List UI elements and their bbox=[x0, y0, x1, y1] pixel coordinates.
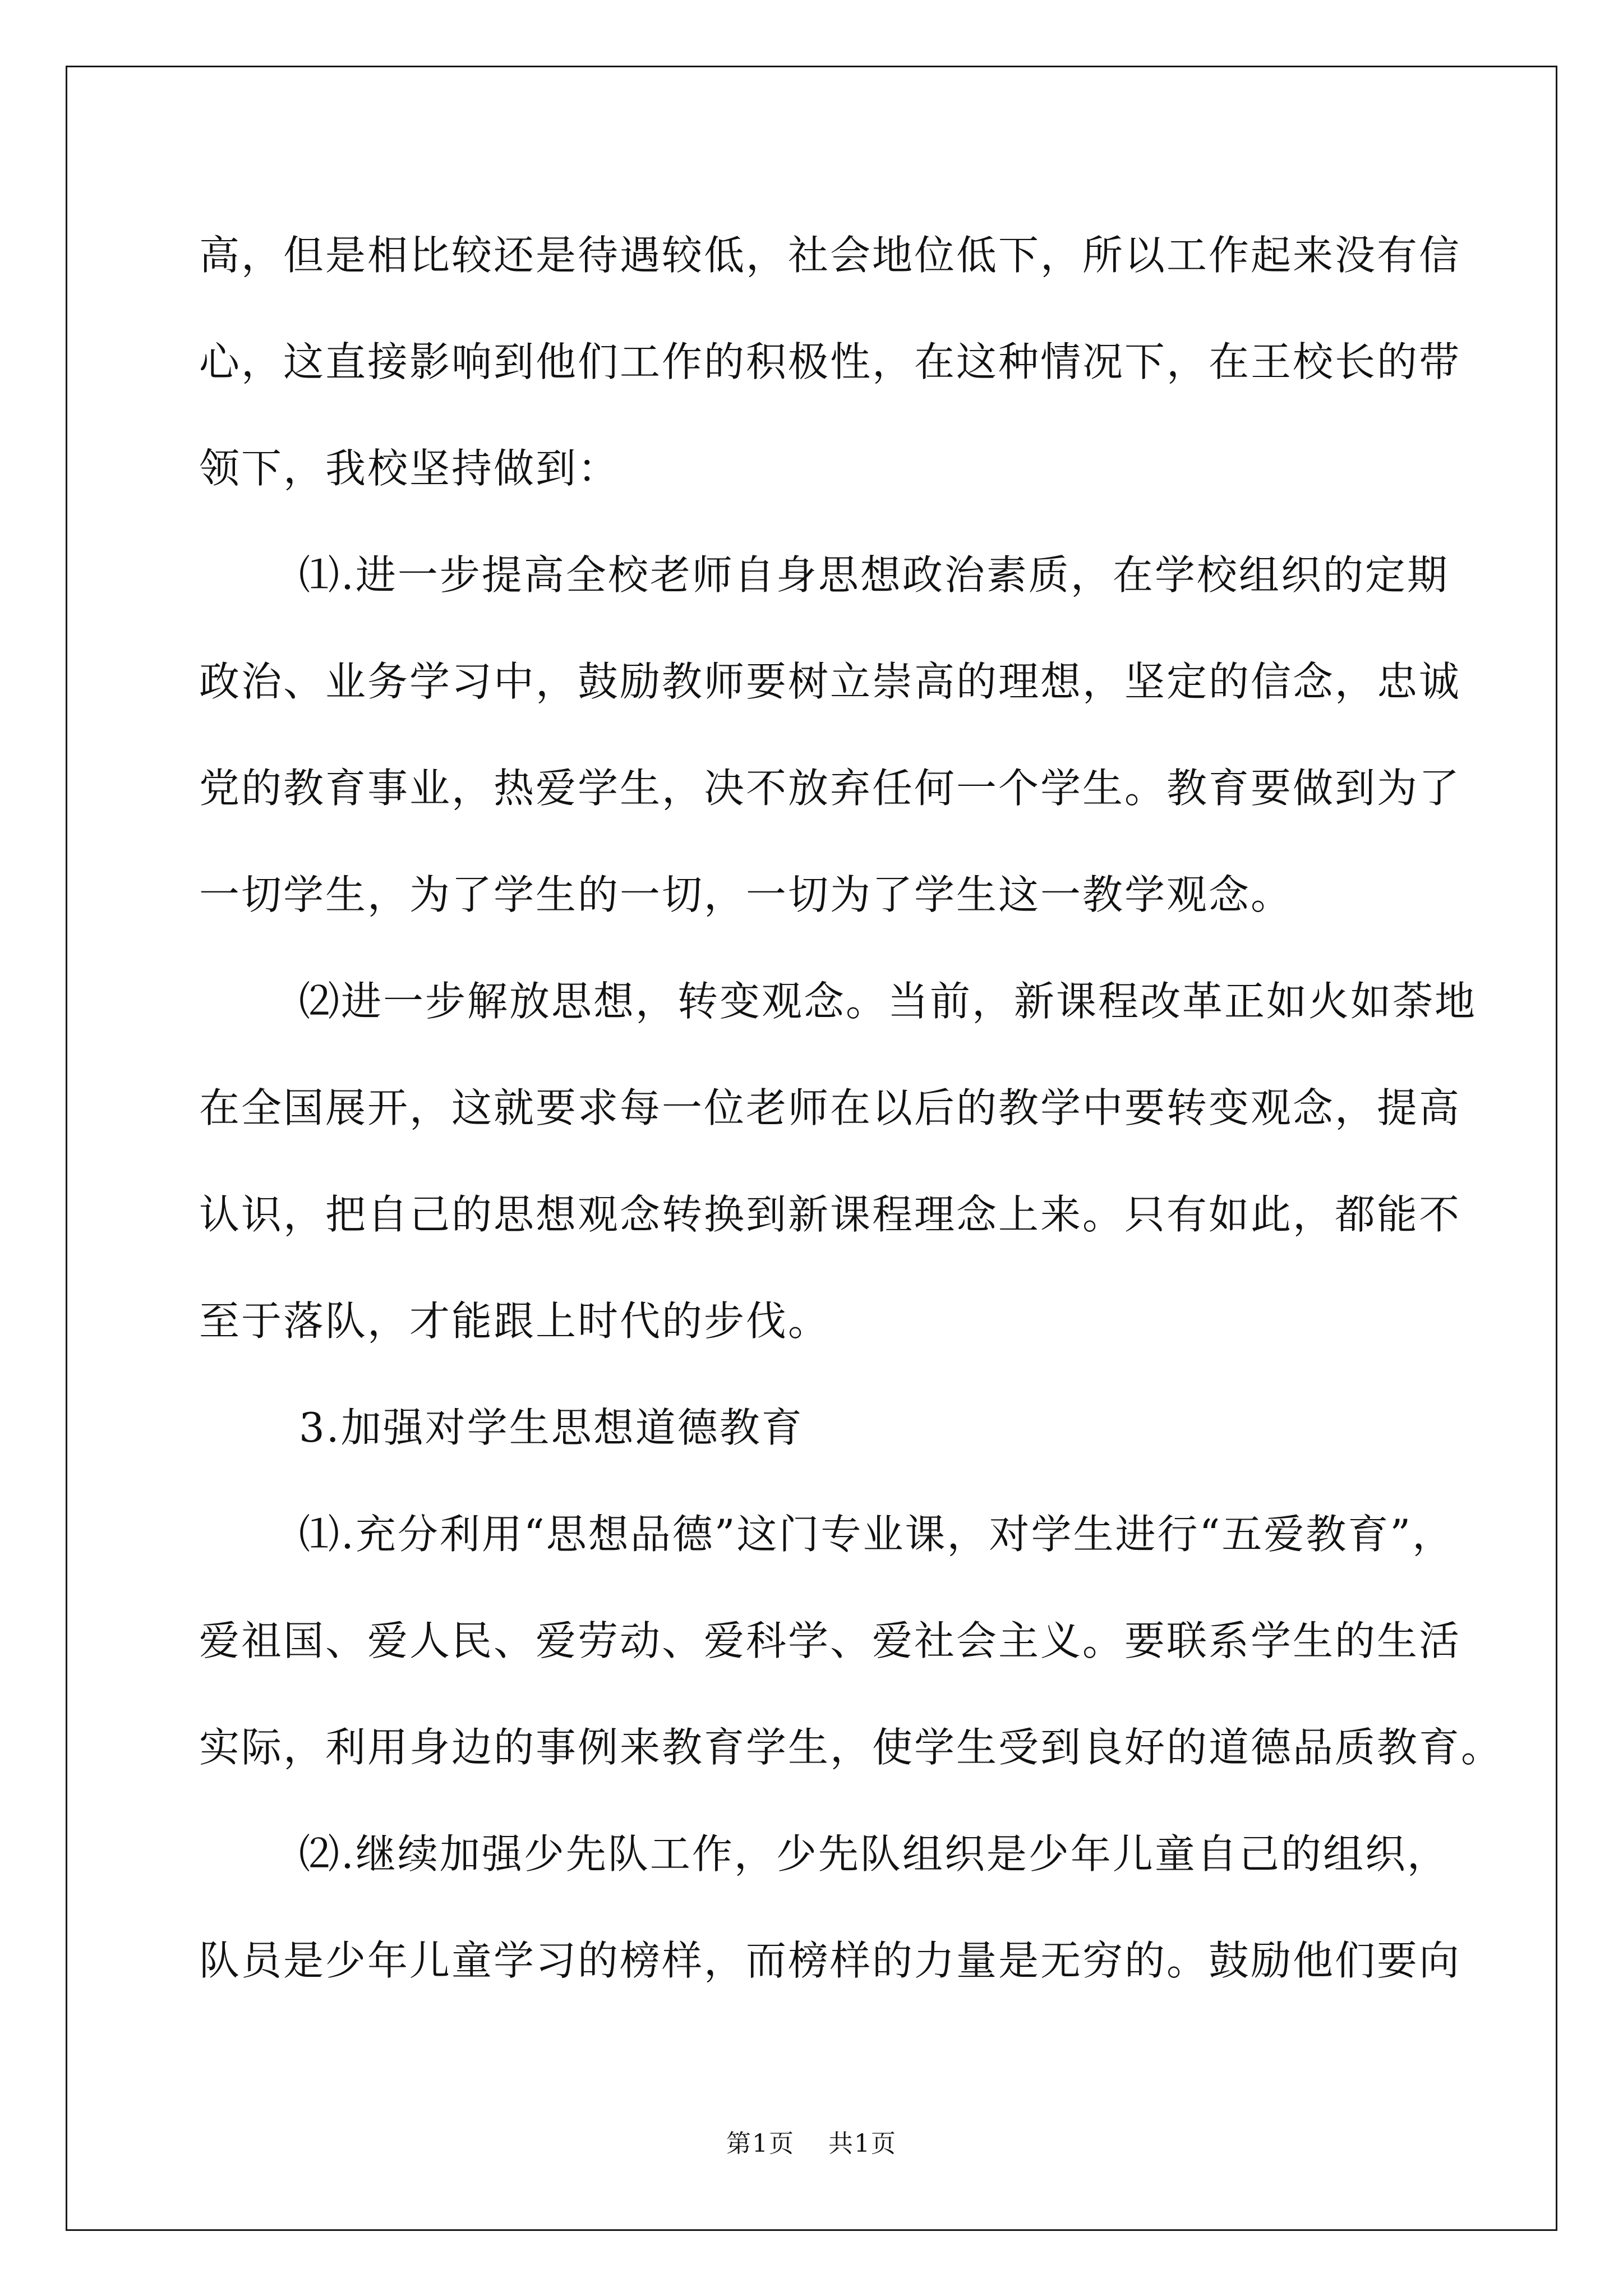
text-line: ⑴.充分利用“思想品德”这门专业课，对学生进行“五爱教育”， bbox=[299, 1511, 1455, 1558]
text-line: 至于落队，才能跟上时代的步伐。 bbox=[199, 1297, 831, 1345]
text-line: 在全国展开，这就要求每一位老师在以后的教学中要转变观念，提高 bbox=[199, 1084, 1461, 1131]
document-body bbox=[199, 202, 1504, 2014]
text-line: 认识，把自己的思想观念转换到新课程理念上来。只有如此，都能不 bbox=[199, 1191, 1461, 1238]
text-line: 政治、业务学习中，鼓励教师要树立崇高的理想，坚定的信念，忠诚 bbox=[199, 658, 1461, 705]
page-number: 第1页 bbox=[726, 2129, 795, 2158]
text-line: 党的教育事业，热爱学生，决不放弃任何一个学生。教育要做到为了 bbox=[199, 765, 1461, 812]
text-line: 队员是少年儿童学习的榜样，而榜样的力量是无穷的。鼓励他们要向 bbox=[199, 1937, 1461, 1984]
page-total: 共1页 bbox=[828, 2129, 897, 2158]
text-line: 心，这直接影响到他们工作的积极性，在这种情况下，在王校长的带 bbox=[199, 338, 1461, 385]
text-line: 一切学生，为了学生的一切，一切为了学生这一教学观念。 bbox=[199, 871, 1293, 918]
text-line: 领下，我校坚持做到： bbox=[199, 445, 620, 492]
section-heading: 3.加强对学生思想道德教育 bbox=[299, 1404, 804, 1451]
page-footer bbox=[0, 2123, 1623, 2159]
text-line: 高，但是相比较还是待遇较低，社会地位低下，所以工作起来没有信 bbox=[199, 232, 1461, 279]
text-line: ⑵.继续加强少先队工作，少先队组织是少年儿童自己的组织， bbox=[299, 1830, 1449, 1878]
text-line: 爱祖国、爱人民、爱劳动、爱科学、爱社会主义。要联系学生的生活 bbox=[199, 1617, 1461, 1664]
text-line: ⑴.进一步提高全校老师自身思想政治素质，在学校组织的定期 bbox=[299, 551, 1449, 599]
text-line: 实际，利用身边的事例来教育学生，使学生受到良好的道德品质教育。 bbox=[199, 1724, 1504, 1771]
text-line: ⑵进一步解放思想，转变观念。当前，新课程改革正如火如荼地 bbox=[299, 978, 1477, 1025]
